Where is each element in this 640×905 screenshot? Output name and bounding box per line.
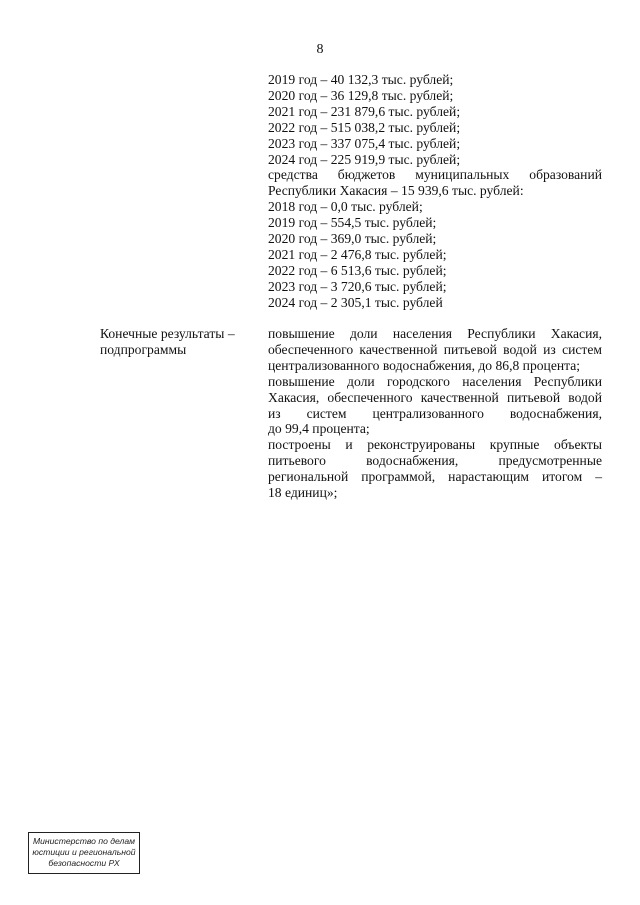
municipal-intro: средства бюджетов муниципальных образований (268, 167, 602, 183)
text-line: из систем централизованного водоснабжения, (268, 405, 602, 421)
funding-block (268, 72, 602, 311)
stamp-line: Министерство по делам (32, 836, 136, 846)
funding-line: 2020 год – 369,0 тыс. рублей; (268, 231, 437, 247)
funding-line: 2024 год – 2 305,1 тыс. рублей (268, 294, 443, 310)
results-body (268, 326, 602, 501)
funding-line: 2018 год – 0,0 тыс. рублей; (268, 199, 423, 215)
result-item-urban (268, 374, 602, 438)
text-line: до 99,4 процента; (268, 421, 370, 437)
text-line: обеспеченного качественной питьевой водой из систем (268, 341, 602, 357)
ministry-stamp (28, 832, 140, 874)
result-item-population (268, 326, 602, 374)
stamp-line: безопасности РХ (48, 858, 120, 868)
funding-line: 2019 год – 40 132,3 тыс. рублей; (268, 72, 454, 87)
text-line: повышение доли населения Республики Хакасия, (268, 326, 602, 341)
results-label (100, 326, 268, 358)
funding-line: 2020 год – 36 129,8 тыс. рублей; (268, 87, 454, 103)
text-line: централизованного водоснабжения, до 86,8 процента; (268, 357, 581, 373)
funding-line: 2023 год – 3 720,6 тыс. рублей; (268, 278, 447, 294)
funding-line: 2022 год – 6 513,6 тыс. рублей; (268, 262, 447, 278)
text-line: построены и реконструированы крупные объекты (268, 437, 602, 453)
funding-line: 2022 год – 515 038,2 тыс. рублей; (268, 119, 461, 135)
text-line: питьевого водоснабжения, предусмотренные (268, 453, 602, 469)
text-line: Хакасия, обеспеченного качественной питьевой водой (268, 389, 602, 405)
funding-line: 2021 год – 2 476,8 тыс. рублей; (268, 246, 447, 262)
page-number: 8 (316, 42, 324, 57)
stamp-line: юстиции и региональной (32, 847, 136, 857)
municipal-intro: Республики Хакасия – 15 939,6 тыс. рублей: (268, 183, 524, 199)
results-label-line: Конечные результаты – (100, 326, 235, 341)
text-line: 18 единиц»; (268, 485, 338, 501)
results-label-line: подпрограммы (100, 341, 187, 357)
text-line: повышение доли городского населения Республики (268, 373, 602, 389)
funding-line: 2021 год – 231 879,6 тыс. рублей; (268, 103, 461, 119)
result-item-objects (268, 437, 602, 501)
funding-line: 2024 год – 225 919,9 тыс. рублей; (268, 151, 461, 167)
text-line: региональной программой, нарастающим итогом – (268, 469, 602, 485)
funding-line: 2023 год – 337 075,4 тыс. рублей; (268, 135, 461, 151)
results-row (100, 326, 602, 501)
funding-line: 2019 год – 554,5 тыс. рублей; (268, 215, 437, 231)
